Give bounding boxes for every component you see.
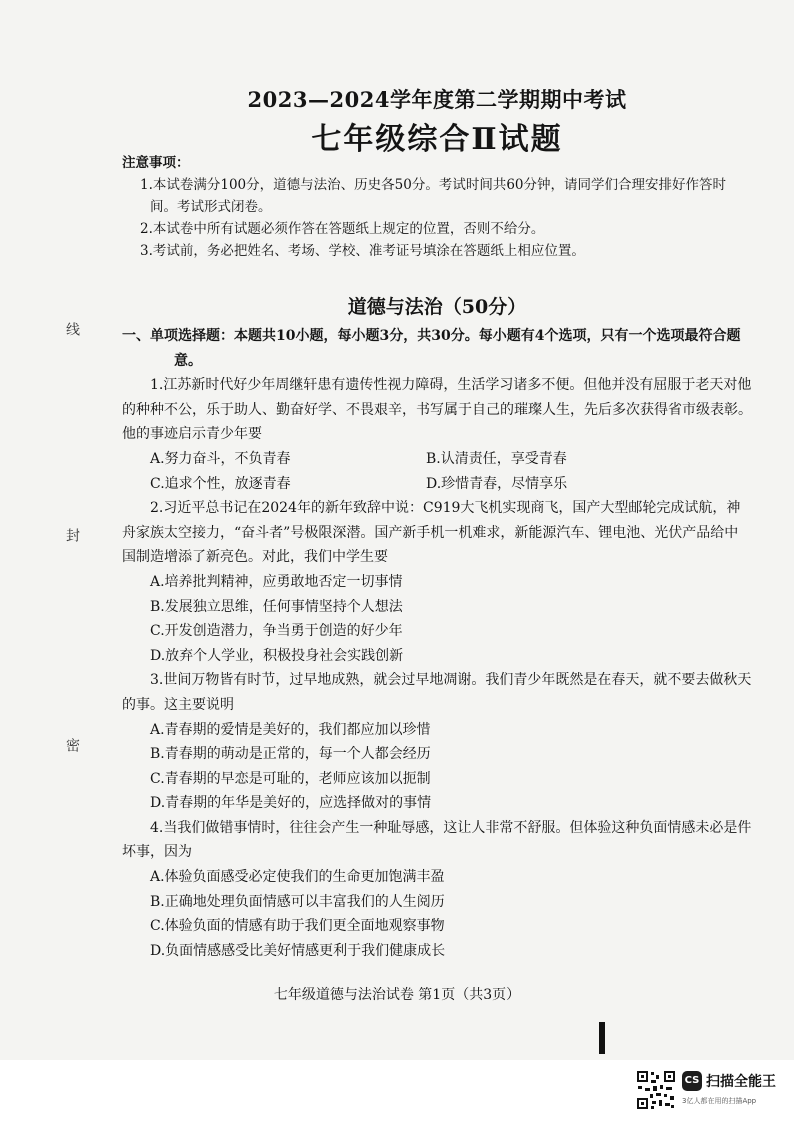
question-2 bbox=[122, 496, 752, 668]
notice-heading: 注意事项： bbox=[122, 155, 190, 171]
binding-mark-seal: 封 bbox=[64, 528, 80, 542]
notice-block bbox=[122, 152, 752, 262]
scanner-tagline: 3亿人都在用的扫描App bbox=[682, 1097, 757, 1105]
option-d: D.珍惜青春，尽情享乐 bbox=[426, 475, 568, 492]
part-heading: 一、单项选择题：本题共10小题，每小题3分，共30分。每小题有4个选项，只有一个选项最符合题意。 bbox=[122, 328, 741, 369]
exam-title: 2023—2024学年度第二学期期中考试 bbox=[247, 87, 627, 112]
option-b: B.青春期的萌动是正常的，每一个人都会经历 bbox=[150, 746, 431, 763]
question-3 bbox=[122, 668, 752, 816]
notice-item: 3.考试前，务必把姓名、考场、学校、准考证号填涂在答题纸上相应位置。 bbox=[140, 243, 585, 259]
option-b: B.认清责任，享受青春 bbox=[426, 450, 567, 467]
question-1 bbox=[122, 373, 752, 496]
question-part bbox=[122, 324, 752, 963]
scanner-watermark bbox=[636, 1070, 786, 1114]
option-d: D.青春期的年华是美好的，应选择做对的事情 bbox=[150, 795, 432, 812]
option-b: B.发展独立思维，任何事情坚持个人想法 bbox=[150, 598, 403, 615]
option-a: A.体验负面感受必定使我们的生命更加饱满丰盈 bbox=[150, 869, 445, 886]
notice-item: 1.本试卷满分100分，道德与法治、历史各50分。考试时间共60分钟，请同学们合理安排好作答时间。考试形式闭卷。 bbox=[140, 177, 727, 215]
question-stem: 4.当我们做错事情时，往往会产生一种耻辱感，这让人非常不舒服。但体验这种负面情感未必是件坏事，因为 bbox=[122, 819, 752, 861]
option-c: C.开发创造潜力，争当勇于创造的好少年 bbox=[150, 623, 403, 640]
question-stem: 3.世间万物皆有时节，过早地成熟，就会过早地凋谢。我们青少年既然是在春天，就不要去做秋天的事。这主要说明 bbox=[122, 672, 752, 713]
section-title: 道德与法治（50分） bbox=[347, 296, 527, 318]
option-d: D.放弃个人学业，积极投身社会实践创新 bbox=[150, 647, 404, 664]
qr-code-icon bbox=[636, 1070, 676, 1110]
exam-subtitle: 七年级综合Ⅱ试题 bbox=[311, 122, 563, 157]
option-b: B.正确地处理负面情感可以丰富我们的人生阅历 bbox=[150, 893, 445, 910]
page-footer: 七年级道德与法治试卷 第1页（共3页） bbox=[273, 987, 521, 1003]
question-stem: 2.习近平总书记在2024年的新年致辞中说：C919大飞机实现商飞，国产大型邮轮完成试航，神舟家族太空接力，“奋斗者”号极限深潜。国产新手机一机难求，新能源汽车、锂电池、光伏产品给中国制造增添了新亮色。对此，我们中学生要 bbox=[122, 500, 741, 566]
option-c: C.青春期的早恋是可耻的，老师应该加以扼制 bbox=[150, 770, 431, 787]
scan-edge-mark bbox=[599, 1022, 605, 1054]
option-a: A.青春期的爱情是美好的，我们都应加以珍惜 bbox=[150, 721, 431, 738]
notice-item: 2.本试卷中所有试题必须作答在答题纸上规定的位置，否则不给分。 bbox=[140, 221, 545, 237]
option-a: A.培养批判精神，应勇敢地否定一切事情 bbox=[150, 573, 403, 590]
option-c: C.追求个性，放逐青春 bbox=[150, 475, 291, 492]
option-c: C.体验负面的情感有助于我们更全面地观察事物 bbox=[150, 918, 445, 935]
scanner-brand-name: 扫描全能王 bbox=[706, 1074, 776, 1090]
binding-mark-secret: 密 bbox=[64, 738, 80, 752]
option-d: D.负面情感感受比美好情感更利于我们健康成长 bbox=[150, 942, 446, 959]
question-4 bbox=[122, 816, 752, 964]
camscanner-logo: CS bbox=[682, 1071, 702, 1091]
question-stem: 1.江苏新时代好少年周继轩患有遗传性视力障碍，生活学习诸多不便。但他并没有屈服于老天对他的种种不公，乐于助人、勤奋好学、不畏艰辛，书写属于自己的璀璨人生，先后多次获得省市级表彰。他的事迹启示青少年要 bbox=[122, 377, 752, 443]
option-a: A.努力奋斗，不负青春 bbox=[150, 450, 291, 467]
binding-mark-line: 线 bbox=[64, 322, 80, 336]
